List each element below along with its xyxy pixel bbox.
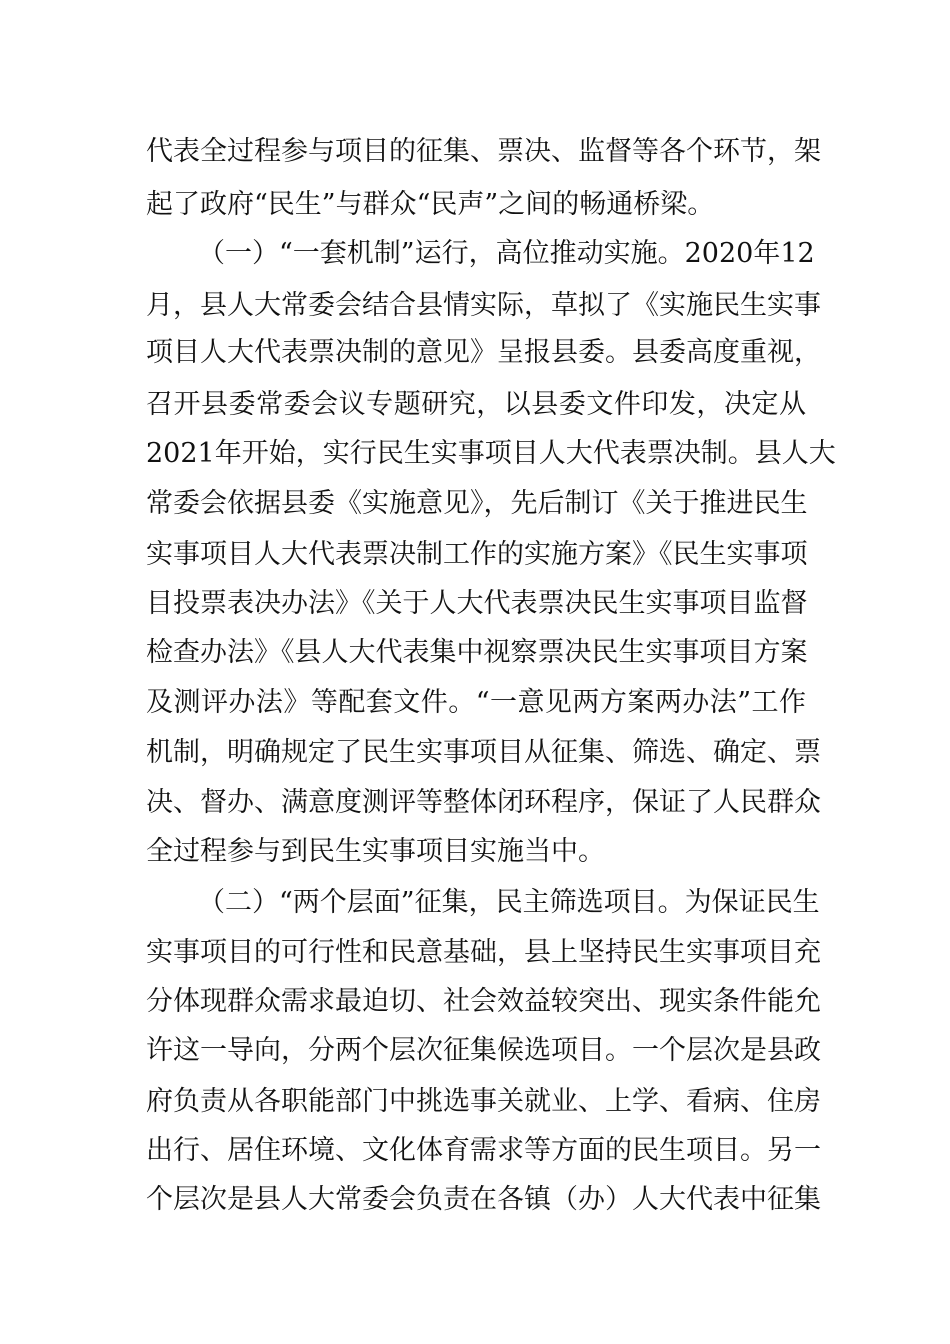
text-line: 项目人大代表票决制的意见》呈报县委。县委高度重视，: [146, 337, 821, 368]
text-line: 实事项目人大代表票决制工作的实施方案》《民生实事项: [146, 539, 808, 570]
text-line: 召开县委常委会议专题研究，以县委文件印发，决定从: [146, 389, 806, 420]
text-line: 府负责从各职能部门中挑选事关就业、上学、看病、住房: [146, 1086, 821, 1117]
text-line: 代表全过程参与项目的征集、票决、监督等各个环节，架: [146, 136, 821, 167]
text-line: 个层次是县人大常委会负责在各镇（办）人大代表中征集: [146, 1184, 821, 1215]
text-line: 分体现群众需求最迫切、社会效益较突出、现实条件能允: [146, 986, 821, 1017]
text-line: 决、督办、满意度测评等整体闭环程序，保证了人民群众: [146, 787, 821, 818]
text-line: 起了政府“民生”与群众“民声”之间的畅通桥梁。: [146, 189, 715, 220]
text-line: 目投票表决办法》《关于人大代表票决民生实事项目监督: [146, 588, 808, 619]
text-line: 检查办法》《县人大代表集中视察票决民生实事项目方案: [146, 637, 808, 668]
text-line: 月，县人大常委会结合县情实际，草拟了《实施民生实事: [146, 290, 821, 321]
paragraph-heading-line: （二）“两个层面”征集，民主筛选项目。为保证民生: [198, 887, 820, 918]
text-line: 实事项目的可行性和民意基础，县上坚持民生实事项目充: [146, 937, 821, 968]
text-line: 机制，明确规定了民生实事项目从征集、筛选、确定、票: [146, 737, 821, 768]
text-line: 全过程参与到民生实事项目实施当中。: [146, 836, 605, 867]
text-line: 2021年开始，实行民生实事项目人大代表票决制。县人大: [146, 438, 836, 469]
text-line: 常委会依据县委《实施意见》，先后制订《关于推进民生: [146, 488, 808, 519]
paragraph-heading-line: （一）“一套机制”运行，高位推动实施。2020年12: [198, 238, 815, 269]
text-line: 出行、居住环境、文化体育需求等方面的民生项目。另一: [146, 1135, 821, 1166]
text-line: 许这一导向，分两个层次征集候选项目。一个层次是县政: [146, 1035, 821, 1066]
text-line: 及测评办法》等配套文件。“一意见两方案两办法”工作: [146, 687, 806, 718]
